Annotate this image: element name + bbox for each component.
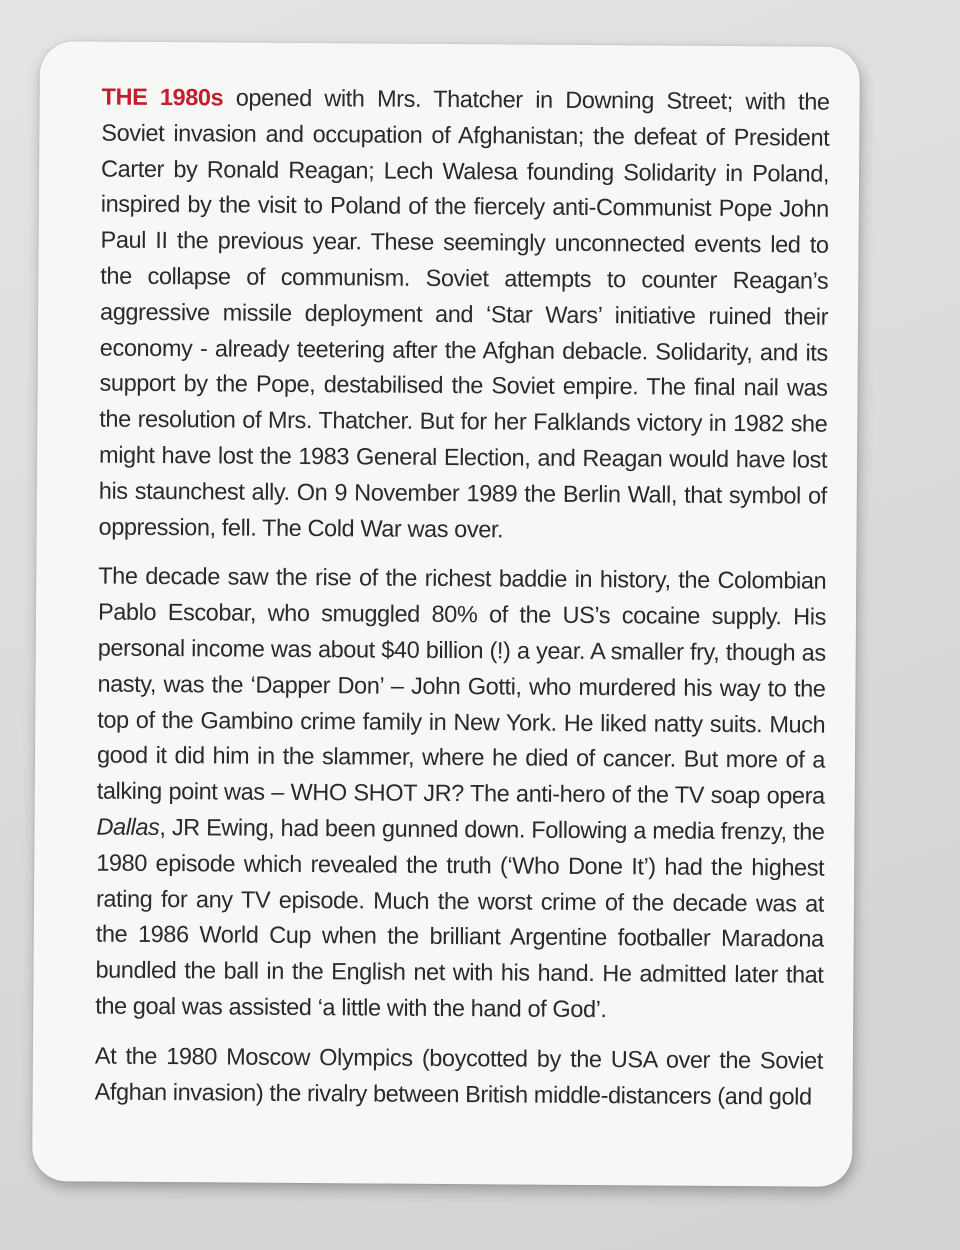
paragraph-2-text-end: , JR Ewing, had been gunned down. Following a media frenzy, the 1980 episode which revealed the truth (‘Who Done It’) had the highest rating for any TV episode. Much the worst crime of the decade was at the 1986 World Cup when the brilliant Argentine footballer Maradona bundled the ball in the English net with his hand. He admitted later that the goal was assisted ‘a little with the hand of God’. [95, 813, 825, 1023]
card-text-body [94, 80, 829, 1129]
paragraph-1980s-olympics [95, 1038, 823, 1115]
dallas-title: Dallas [96, 813, 160, 840]
paragraph-1-text: opened with Mrs. Thatcher in Downing Street; with the Soviet invasion and occupation of Afghanistan; the defeat of President Carter by Ronald Reagan; Lech Walesa founding Solidarity in Poland, inspired by the visit to Poland of the fiercely anti-Communist Pope John Paul II the previous year. These seemingly unconnected events led to the collapse of communism. Soviet attempts to counter Reagan’s aggressive missile deployment and ‘Star Wars’ initiative ruined their economy - already teetering after the Afghan debacle. Solidarity, and its support by the Pope, destabilised the Soviet empire. The final nail was the resolution of Mrs. Thatcher. But for her Falklands victory in 1982 she might have lost the 1983 General Election, and Reagan would have lost his staunchest ally. On 9 November 1989 the Berlin Wall, that symbol of oppression, fell. The Cold War was over. [98, 84, 830, 542]
lead-heading: THE 1980s [101, 83, 224, 111]
text-card [32, 41, 860, 1187]
paragraph-1980s-crime [95, 559, 826, 1029]
paragraph-1980s-politics [98, 80, 829, 550]
paragraph-2-text-start: The decade saw the rise of the richest baddie in history, the Colombian Pablo Escobar, who smuggled 80% of the US’s cocaine supply. His personal income was about $40 billion (!) a year. A smaller fry, though as nasty, was the ‘Dapper Don’ – John Gotti, who murdered his way to the top of the Gambino crime family in New York. He liked natty suits. Much good it did him in the slammer, where he died of cancer. But more of a talking point was – WHO SHOT JR? The anti-hero of the TV soap opera [96, 562, 827, 809]
paragraph-3-text: At the 1980 Moscow Olympics (boycotted by the USA over the Soviet Afghan invasion) the rivalry between British middle-distancers (and gold [94, 1042, 823, 1110]
